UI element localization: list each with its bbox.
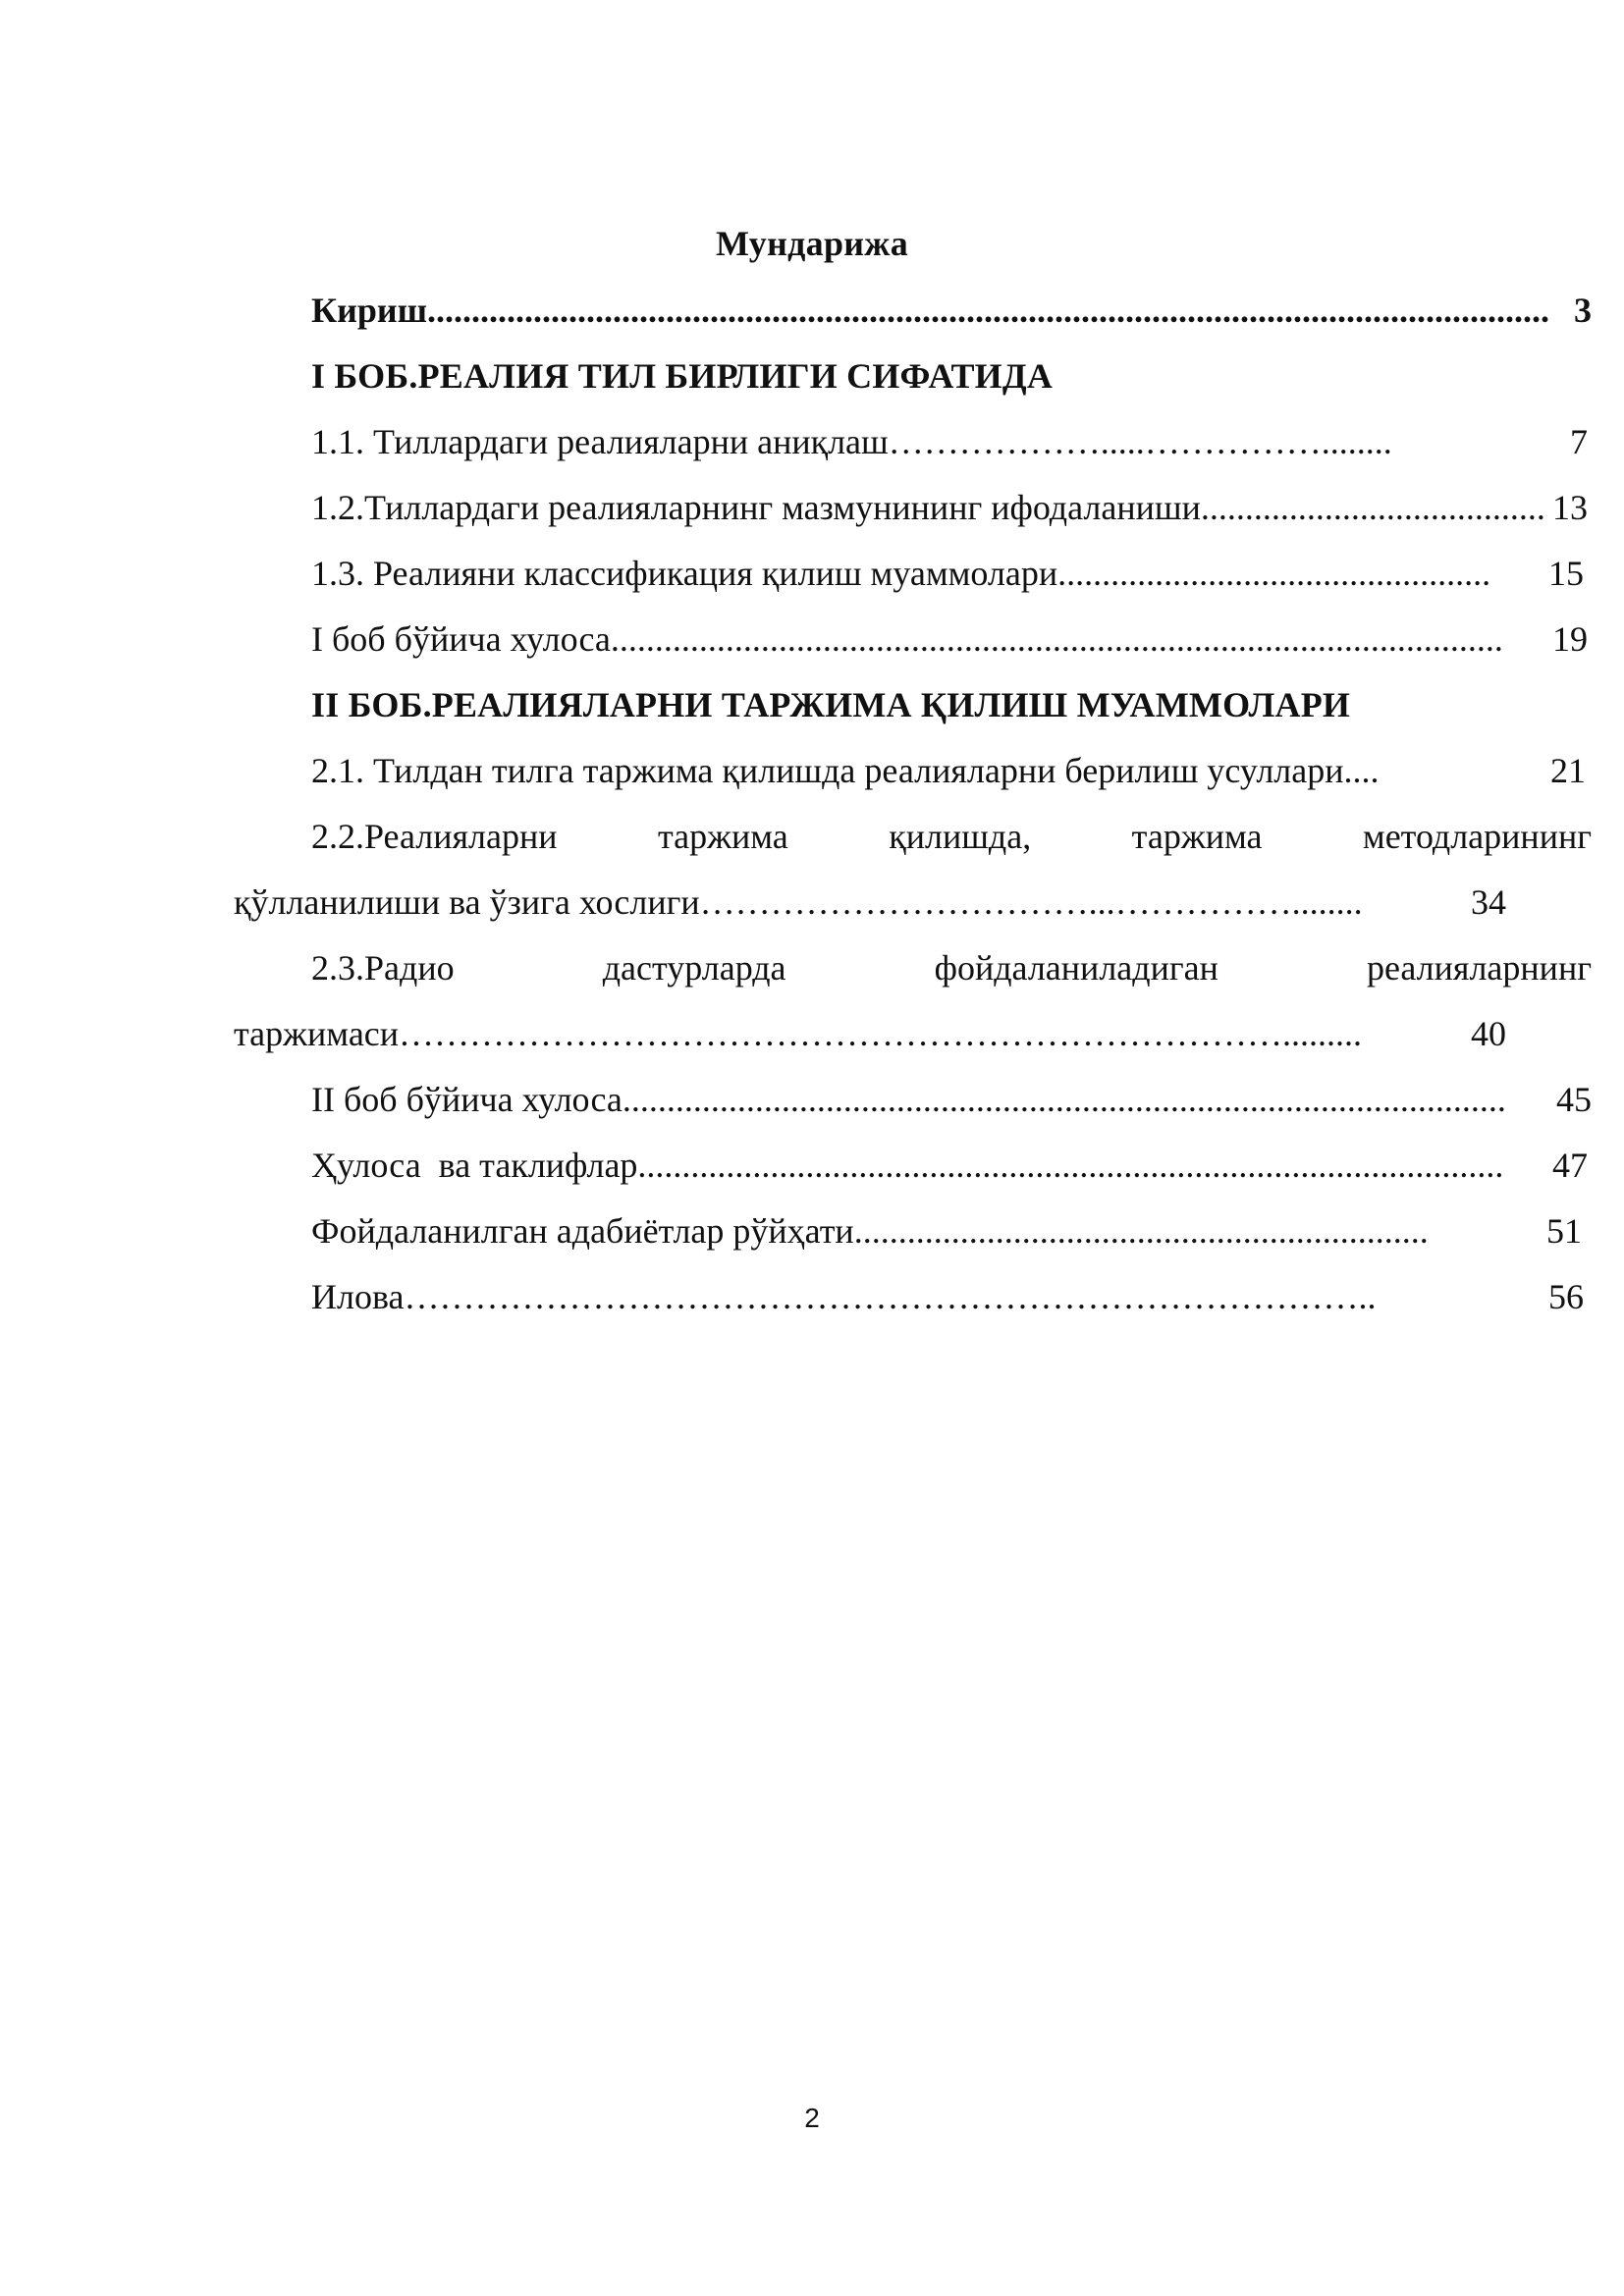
toc-page-number: 13 xyxy=(1552,488,1588,527)
toc-leader: ............................................................................................................................... xyxy=(427,291,1550,330)
chapter-heading-2: II БОБ.РЕАЛИЯЛАРНИ ТАРЖИМА ҚИЛИШ МУАММОЛАРИ xyxy=(311,685,1351,724)
toc-leader: ……………………………...……………........ xyxy=(699,882,1363,922)
page-number: 2 xyxy=(804,2103,820,2133)
toc-leader: …………………………………………………………………......... xyxy=(399,1014,1363,1053)
toc-entry-2-2-line1 xyxy=(234,813,1592,860)
toc-leader: ..................................................................................................... xyxy=(610,619,1503,659)
toc-page-number: 15 xyxy=(1548,554,1584,593)
toc-page-number: 19 xyxy=(1552,619,1588,659)
toc-leader: .... xyxy=(1343,751,1380,790)
toc-page-number: 40 xyxy=(1471,1014,1506,1053)
toc-page-number: 51 xyxy=(1546,1211,1582,1251)
toc-entry-intro xyxy=(234,287,1592,334)
toc-page-number: 56 xyxy=(1548,1277,1584,1316)
toc-entry-title: 1.2.Тиллардаги реалияларнинг мазмунининг ифодаланиши xyxy=(311,488,1201,527)
toc-entry-title: 1.1. Тиллардаги реалияларни аниқлаш xyxy=(311,422,889,461)
toc-leader: ……………….....……………........ xyxy=(888,422,1392,461)
chapter-heading-1: I БОБ.РЕАЛИЯ ТИЛ БИРЛИГИ СИФАТИДА xyxy=(311,356,1054,396)
toc-entry-title: қўлланилиши ва ўзига хослиги xyxy=(234,882,700,922)
toc-entry-1-2 xyxy=(234,484,1588,531)
toc-word: 2.3.Радио xyxy=(311,948,455,988)
toc-word: таржима xyxy=(1131,817,1263,856)
toc-entry-title: Ҳулоса ва таклифлар xyxy=(311,1146,638,1185)
toc-page-number: 47 xyxy=(1552,1146,1588,1185)
toc-entry-2-3-line2 xyxy=(234,1010,1506,1057)
toc-page-number: 21 xyxy=(1550,751,1586,790)
toc-entry-chapter2-summary xyxy=(234,1076,1592,1123)
toc-page-number: 45 xyxy=(1556,1080,1592,1119)
toc-leader: ....................................... xyxy=(1200,488,1545,527)
toc-word: таржима xyxy=(657,817,788,856)
toc-entry-title: 1.3. Реалияни классификация қилиш муаммолари xyxy=(311,554,1058,593)
toc-entry-1-1 xyxy=(234,418,1588,465)
toc-word: фойдаланиладиган xyxy=(934,948,1218,988)
toc-entry-conclusion xyxy=(234,1142,1588,1189)
toc-entry-title: Кириш xyxy=(311,291,428,330)
toc-page-number: 3 xyxy=(1574,291,1592,330)
toc-entry-title: II боб бўйича хулоса xyxy=(311,1080,623,1119)
toc-entry-2-2-line2 xyxy=(234,879,1506,926)
toc-leader: ................................................................. xyxy=(853,1211,1429,1251)
toc-word: 2.2.Реалияларни xyxy=(311,817,558,856)
toc-entry-1-3 xyxy=(234,550,1584,597)
toc-leader: .................................................................................................... xyxy=(622,1080,1506,1119)
toc-entry-title: 2.1. Тилдан тилга таржима қилишда реалияларни берилиш усуллари xyxy=(311,751,1344,790)
toc-entry-2-3-line1 xyxy=(234,944,1592,991)
toc-entry-chapter1-summary xyxy=(234,615,1588,663)
toc-title: Мундарижа xyxy=(715,224,909,263)
toc-page-number: 7 xyxy=(1570,422,1588,461)
toc-leader: ……………………………………………………………………….. xyxy=(404,1277,1377,1316)
toc-word: реалияларнинг xyxy=(1366,948,1592,988)
toc-leader: ................................................. xyxy=(1057,554,1491,593)
toc-entry-title: I боб бўйича хулоса xyxy=(311,619,611,659)
toc-entry-bibliography xyxy=(234,1207,1582,1255)
toc-word: методларининг xyxy=(1362,817,1592,856)
toc-entry-2-1 xyxy=(234,747,1586,794)
toc-entry-appendix xyxy=(234,1273,1584,1320)
toc-page-number: 34 xyxy=(1471,882,1506,922)
toc-word: қилишда, xyxy=(889,817,1032,856)
toc-entry-title: таржимаси xyxy=(234,1014,400,1053)
toc-leader: .................................................................................................. xyxy=(637,1146,1504,1185)
toc-entry-title: Илова xyxy=(311,1277,405,1316)
toc-word: дастурларда xyxy=(602,948,786,988)
toc-entry-title: Фойдаланилган адабиётлар рўйҳати xyxy=(311,1211,854,1251)
